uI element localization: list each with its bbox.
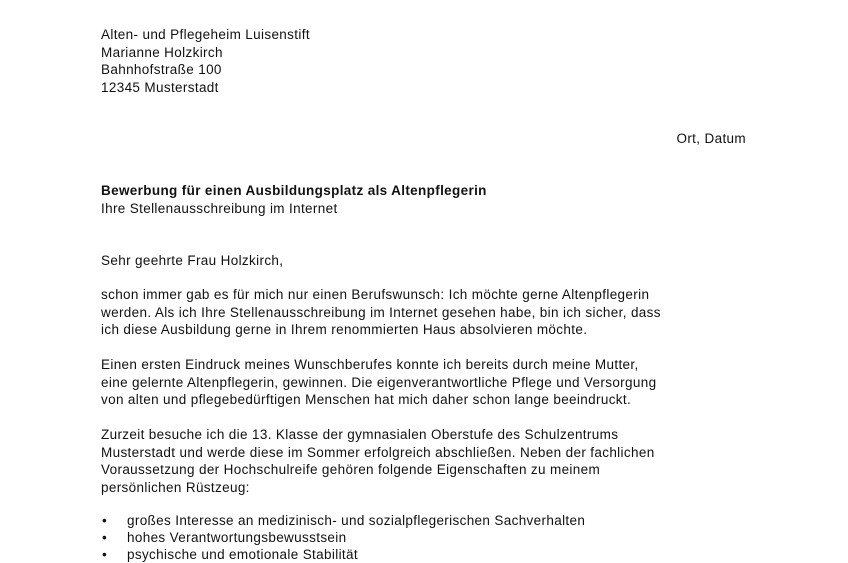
subject-title: Bewerbung für einen Ausbildungsplatz als Altenpflegerin	[101, 183, 487, 198]
qualities-list	[101, 512, 585, 563]
paragraph-line: Zurzeit besuche ich die 13. Klasse der gymnasialen Oberstufe des Schulzentrums	[101, 427, 619, 442]
list-item-text: großes Interesse an medizinisch- und sozialpflegerischen Sachverhalten	[127, 513, 586, 528]
paragraph-line: werden. Als ich Ihre Stellenausschreibung im Internet gesehen habe, bin ich sicher, dass	[101, 304, 661, 320]
paragraph-2	[101, 356, 761, 409]
recipient-address	[101, 26, 310, 96]
paragraph-line: Musterstadt und werde diese im Sommer erfolgreich abschließen. Neben der fachlichen	[101, 444, 655, 460]
paragraph-line: ich diese Ausbildung gerne in Ihrem renommierten Haus absolvieren möchte.	[101, 322, 588, 337]
place-date: Ort, Datum	[676, 131, 746, 146]
recipient-organization: Alten- und Pflegeheim Luisenstift	[101, 27, 310, 42]
bullet-icon: •	[102, 530, 108, 545]
list-item-text: hohes Verantwortungsbewusstsein	[127, 530, 347, 545]
subject-reference: Ihre Stellenausschreibung im Internet	[101, 200, 338, 216]
recipient-street: Bahnhofstraße 100	[101, 62, 222, 77]
subject-block	[101, 182, 487, 217]
salutation: Sehr geehrte Frau Holzkirch,	[101, 253, 284, 268]
paragraph-line: Einen ersten Eindruck meines Wunschberufes konnte ich bereits durch meine Mutter,	[101, 357, 639, 372]
bullet-icon: •	[102, 547, 108, 562]
recipient-name: Marianne Holzkirch	[101, 44, 223, 60]
paragraph-line: von alten und pflegebedürftigen Menschen hat mich daher schon lange beeindruckt.	[101, 392, 632, 407]
paragraph-line: eine gelernte Altenpflegerin, gewinnen. Die eigenverantwortliche Pflege und Versorgung	[101, 374, 657, 390]
list-item	[101, 546, 585, 563]
recipient-city: 12345 Musterstadt	[101, 79, 219, 95]
list-item-text: psychische und emotionale Stabilität	[127, 547, 358, 562]
list-item	[101, 529, 585, 546]
paragraph-1	[101, 286, 761, 339]
bullet-icon: •	[102, 513, 108, 528]
list-item	[101, 512, 585, 529]
paragraph-line: Voraussetzung der Hochschulreife gehören folgende Eigenschaften zu meinem	[101, 462, 601, 477]
paragraph-line: schon immer gab es für mich nur einen Berufswunsch: Ich möchte gerne Altenpflegerin	[101, 287, 650, 302]
paragraph-line: persönlichen Rüstzeug:	[101, 479, 250, 495]
paragraph-3	[101, 426, 761, 496]
